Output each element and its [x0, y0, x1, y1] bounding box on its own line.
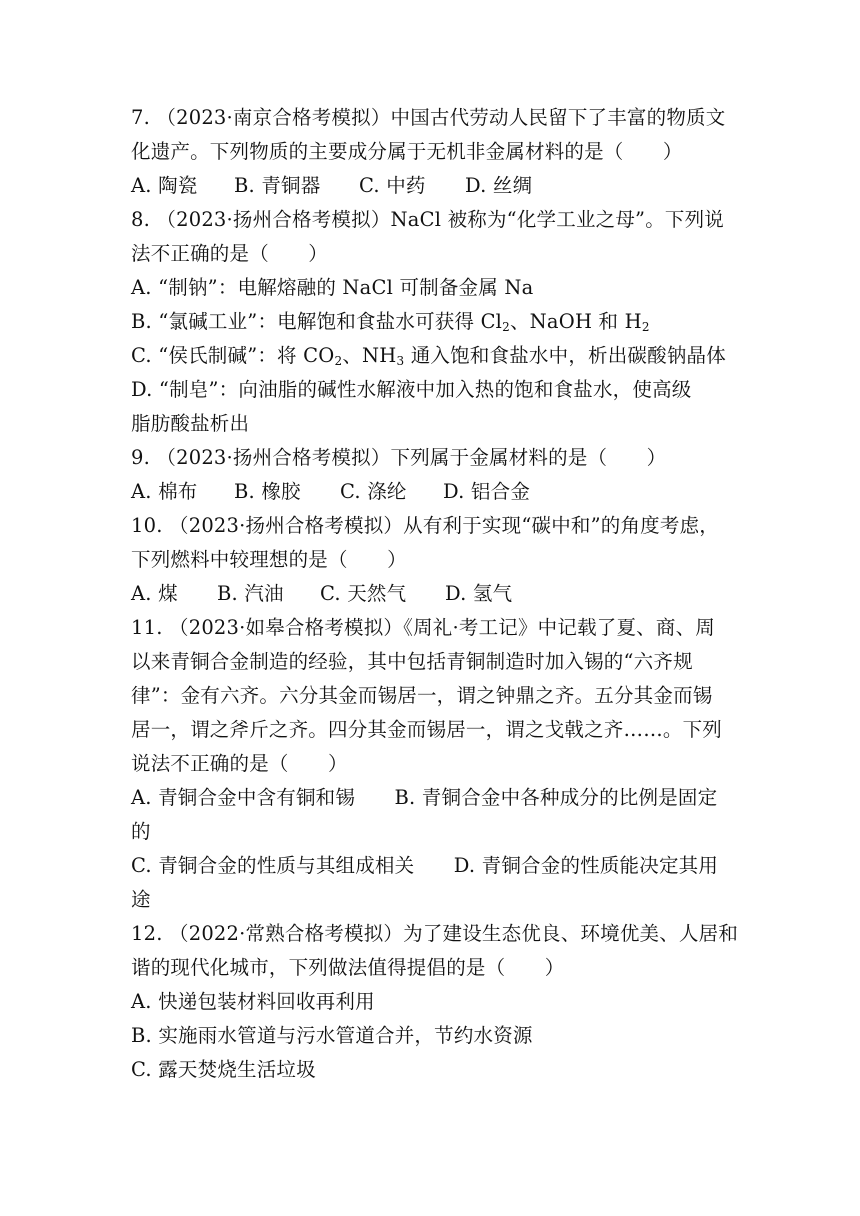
- q11-stem-line-2: 以来青铜合金制造的经验，其中包括青铜制造时加入锡的“六齐规: [131, 650, 693, 673]
- q9-option-b: B. 橡胶: [234, 480, 301, 503]
- q11-stem-line-4: 居一，谓之斧斤之齐。四分其金而锡居一，谓之戈戟之齐……。下列: [131, 718, 723, 741]
- q11-options-ab-line-1: A. 青铜合金中含有铜和锡 B. 青铜合金中各种成分的比例是固定: [131, 786, 718, 809]
- q9-option-d: D. 铝合金: [443, 480, 531, 503]
- q8-option-d-line-2: 脂肪酸盐析出: [131, 412, 250, 435]
- q7-option-c: C. 中药: [359, 174, 426, 197]
- q9-option-c: C. 涤纶: [340, 480, 407, 503]
- q8-option-b-subscript: 2: [502, 320, 510, 334]
- q11-options-cd-line-1: C. 青铜合金的性质与其组成相关 D. 青铜合金的性质能决定其用: [131, 854, 719, 877]
- q7-stem-line-2: 化遗产。下列物质的主要成分属于无机非金属材料的是（ ）: [131, 140, 683, 163]
- q12-option-c: C. 露天焚烧生活垃圾: [131, 1058, 316, 1081]
- q9-stem: 9. （2023·扬州合格考模拟）下列属于金属材料的是（ ）: [131, 446, 667, 469]
- q11-options-cd-line-2: 途: [131, 888, 151, 911]
- q8-stem-line-2: 法不正确的是（ ）: [131, 242, 329, 265]
- q8-option-a: A. “制钠”：电解熔融的 NaCl 可制备金属 Na: [131, 276, 534, 299]
- q11-options-ab-line-2: 的: [131, 820, 151, 843]
- q12-option-a: A. 快递包装材料回收再利用: [131, 990, 375, 1013]
- q8-option-c-subscript: 2: [334, 354, 343, 368]
- q10-option-b: B. 汽油: [217, 582, 284, 605]
- q9-option-a: A. 棉布: [131, 480, 198, 503]
- q8-option-c-text: C. “侯氏制碱”：将 CO: [131, 344, 335, 367]
- q11-stem-line-5: 说法不正确的是（ ）: [131, 752, 348, 775]
- q10-option-c: C. 天然气: [320, 582, 407, 605]
- q12-option-b: B. 实施雨水管道与污水管道合并，节约水资源: [131, 1024, 533, 1047]
- q7-stem-line-1: 7. （2023·南京合格考模拟）中国古代劳动人民留下了丰富的物质文: [131, 106, 726, 129]
- q11-stem-line-3: 律”：金有六齐。六分其金而锡居一，谓之钟鼎之齐。五分其金而锡: [131, 684, 713, 707]
- q10-option-d: D. 氢气: [445, 582, 513, 605]
- q8-option-c: [131, 341, 726, 371]
- q8-option-b-text-2: 、NaOH 和 H: [509, 310, 642, 333]
- q7-options: [131, 171, 532, 201]
- q7-option-a: A. 陶瓷: [131, 174, 198, 197]
- q7-option-b: B. 青铜器: [234, 174, 321, 197]
- q12-stem-line-2: 谐的现代化城市，下列做法值得提倡的是（ ）: [131, 956, 565, 979]
- q8-option-c-subscript-2: 3: [396, 354, 405, 368]
- q8-option-b-subscript-2: 2: [641, 320, 650, 334]
- q10-stem-line-2: 下列燃料中较理想的是（ ）: [131, 548, 407, 571]
- q11-stem-line-1: 11. （2023·如皋合格考模拟）《周礼·考工记》中记载了夏、商、周: [131, 616, 715, 639]
- q9-options: [131, 477, 530, 507]
- q8-option-c-text-2: 、NH: [342, 344, 397, 367]
- q10-stem-line-1: 10. （2023·扬州合格考模拟）从有利于实现“碳中和”的角度考虑，: [131, 514, 719, 537]
- q8-stem-line-1: 8. （2023·扬州合格考模拟）NaCl 被称为“化学工业之母”。下列说: [131, 208, 725, 231]
- q10-option-a: A. 煤: [131, 582, 178, 605]
- q12-stem-line-1: 12. （2022·常熟合格考模拟）为了建设生态优良、环境优美、人居和: [131, 922, 739, 945]
- q8-option-b: [131, 307, 650, 337]
- q8-option-c-text-3: 通入饱和食盐水中，析出碳酸钠晶体: [404, 344, 726, 367]
- q8-option-b-text: B. “氯碱工业”：电解饱和食盐水可获得 Cl: [131, 310, 503, 333]
- q8-option-d-line-1: D. “制皂”：向油脂的碱性水解液中加入热的饱和食盐水，使高级: [131, 378, 692, 401]
- q10-options: [131, 579, 512, 609]
- q7-option-d: D. 丝绸: [465, 174, 533, 197]
